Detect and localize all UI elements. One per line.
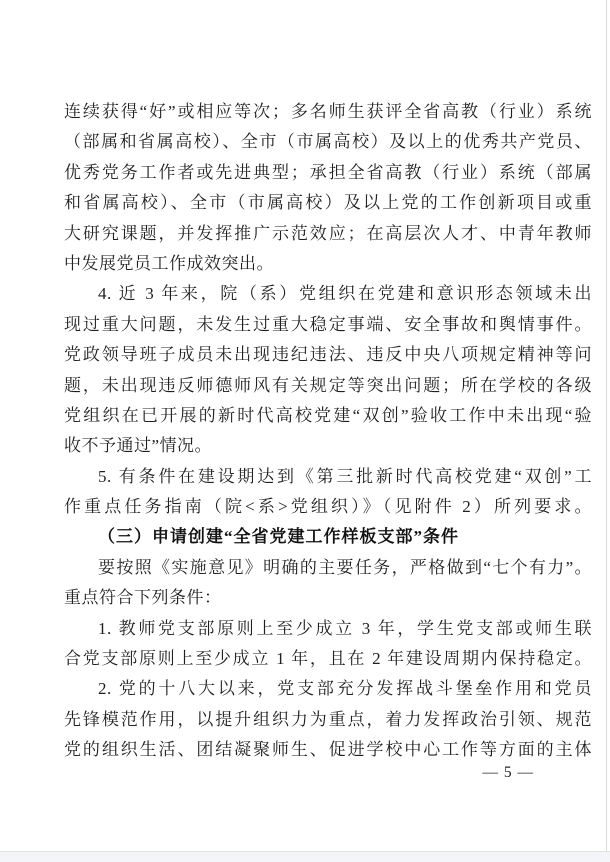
document-line: 收不予通过”情况。 xyxy=(64,436,213,456)
document-line: 和省属高校）、全市（市属高校）及以上党的工作创新项目或重 xyxy=(64,193,592,213)
viewer-bottom-strip xyxy=(0,851,610,862)
section-heading: （三）申请创建“全省党建工作样板支部”条件 xyxy=(98,527,459,547)
document-body xyxy=(64,97,592,766)
page-right-edge-line xyxy=(606,0,607,851)
document-line: 党的组织生活、团结凝聚师生、促进学校中心工作等方面的主体 xyxy=(64,740,592,760)
document-line: 党组织在已开展的新时代高校党建“双创”验收工作中未出现“验 xyxy=(64,405,592,425)
document-line: 连续获得“好”或相应等次；多名师生获评全省高教（行业）系统 xyxy=(64,102,592,121)
document-line: 题，未出现违反师德师风有关规定等突出问题；所在学校的各级 xyxy=(64,375,592,395)
document-line: 先锋模范作用，以提升组织力为重点，着力发挥政治引领、规范 xyxy=(64,709,592,729)
document-line: 作重点任务指南（院<系>党组织）》（见附件 2）所列要求。 xyxy=(64,497,592,517)
document-line: 合党支部原则上至少成立 1 年，且在 2 年建设周期内保持稳定。 xyxy=(64,649,592,669)
document-line: 现过重大问题，未发生过重大稳定事端、安全事故和舆情事件。 xyxy=(64,314,592,334)
document-line: 4. 近 3 年来，院（系）党组织在党建和意识形态领域未出 xyxy=(98,284,592,304)
document-line: 中发展党员工作成效突出。 xyxy=(64,253,274,273)
document-line: 5. 有条件在建设期达到《第三批新时代高校党建“双创”工 xyxy=(98,466,592,486)
document-line: 要按照《实施意见》明确的主要任务，严格做到“七个有力”。 xyxy=(98,557,592,577)
document-line: （部属和省属高校）、全市（市属高校）及以上的优秀共产党员、 xyxy=(64,132,592,152)
document-line: 重点符合下列条件： xyxy=(64,588,222,608)
document-line: 优秀党务工作者或先进典型；承担全省高教（行业）系统（部属 xyxy=(64,162,592,182)
document-line: 2. 党的十八大以来，党支部充分发挥战斗堡垒作用和党员 xyxy=(98,679,592,699)
page-number: — 5 — xyxy=(482,764,534,781)
document-line: 党政领导班子成员未出现违纪违法、违反中央八项规定精神等问 xyxy=(64,345,592,365)
document-line: 大研究课题，并发挥推广示范效应；在高层次人才、中青年教师 xyxy=(64,223,592,243)
document-line: 1. 教师党支部原则上至少成立 3 年，学生党支部或师生联 xyxy=(98,618,592,638)
